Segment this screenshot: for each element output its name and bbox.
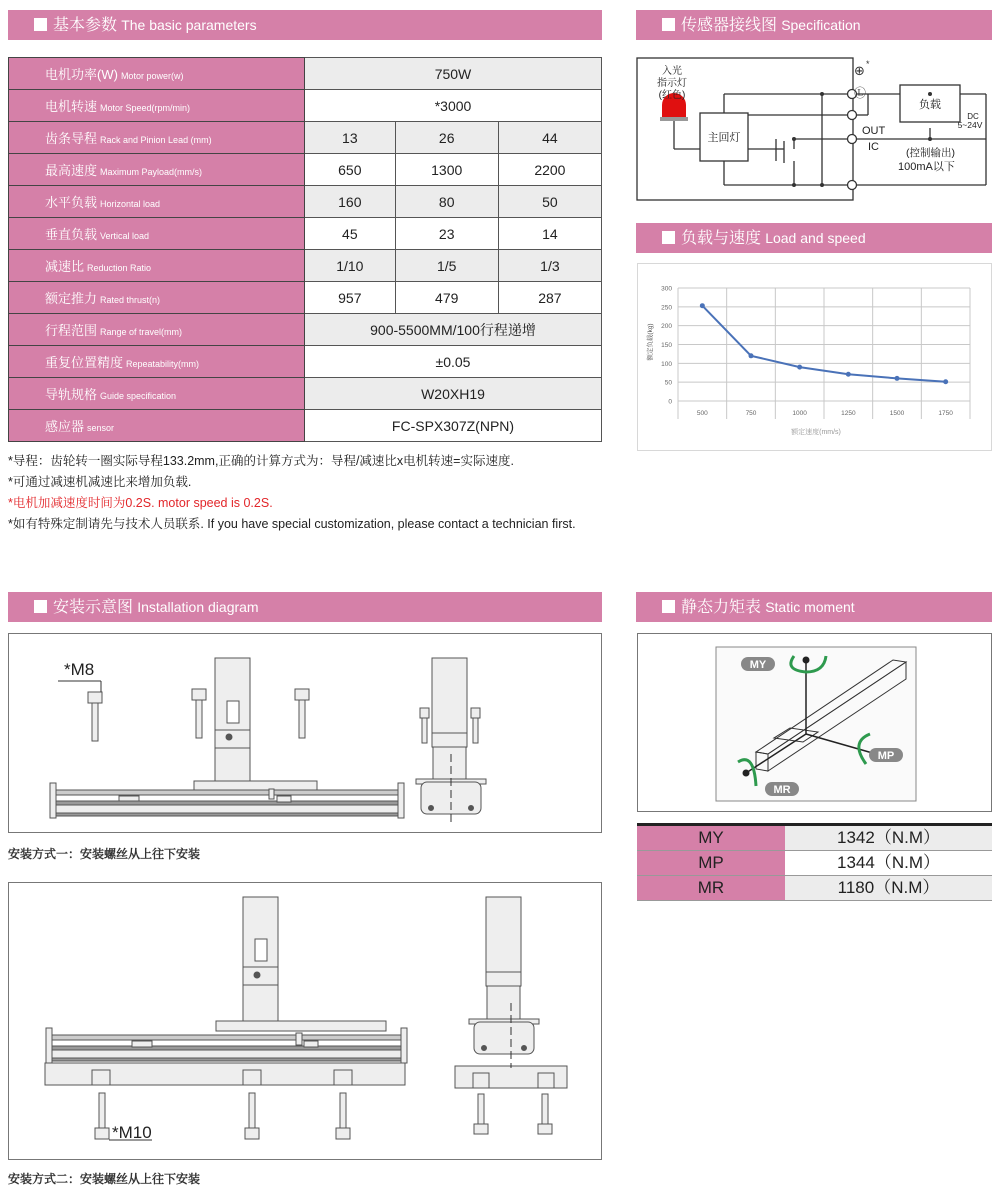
note-line: *如有特殊定制请先与技术人员联系. If you have special customization, please contact a technician first. <box>8 517 576 531</box>
parameter-label <box>9 282 305 314</box>
data-point <box>797 365 802 370</box>
x-tick-label: 750 <box>745 410 757 417</box>
header-zh: 安装示意图 <box>53 599 134 616</box>
x-tick-label: 1250 <box>841 410 856 417</box>
parameter-row <box>9 250 602 282</box>
parameter-label-zh: 行程范围 <box>45 323 98 338</box>
motor-front-2 <box>216 897 386 1031</box>
parameter-label <box>9 218 305 250</box>
parameter-label-en: Maximum Payload(mm/s) <box>100 167 203 177</box>
static-moment-header <box>636 592 992 622</box>
moment-row <box>637 851 992 876</box>
moment-value: 1344（N.M） <box>785 851 992 876</box>
parameter-label <box>9 122 305 154</box>
parameter-label-zh: 重复位置精度 <box>45 355 124 370</box>
parameter-label-zh: 额定推力 <box>45 291 98 306</box>
parameter-label <box>9 410 305 442</box>
parameter-value: 44 <box>498 122 601 154</box>
sensor-wiring-header <box>636 10 992 40</box>
parameter-value: 14 <box>498 218 601 250</box>
parameter-value: 23 <box>395 218 498 250</box>
parameter-row <box>9 90 602 122</box>
parameter-row <box>9 410 602 442</box>
parameter-label-en: Range of travel(mm) <box>100 327 183 337</box>
data-point <box>749 353 754 358</box>
moment-name: MY <box>637 825 785 851</box>
parameter-row <box>9 58 602 90</box>
note-line: *导程：齿轮转一圈实际导程133.2mm,正确的计算方式为：导程/减速比x电机转速=实际速度. <box>8 454 514 468</box>
y-tick-label: 50 <box>664 379 672 387</box>
data-point <box>895 376 900 381</box>
sensor-wiring-diagram <box>636 57 992 202</box>
parameter-label-zh: 垂直负载 <box>45 227 98 242</box>
parameter-row <box>9 218 602 250</box>
x-tick-label: 1000 <box>792 410 807 417</box>
header-zh: 基本参数 <box>53 17 118 34</box>
parameter-label-zh: 减速比 <box>45 259 85 274</box>
load-label: 负载 <box>919 99 941 111</box>
indicator-label-1: 入光 <box>662 66 682 77</box>
installation-caption-1: 安装方式一：安装螺丝从上往下安装 <box>8 847 201 861</box>
data-point <box>700 303 705 308</box>
current-label: 100mA以下 <box>898 161 955 173</box>
static-moment-table <box>637 823 992 901</box>
parameter-row <box>9 282 602 314</box>
y-tick-label: 100 <box>661 360 672 368</box>
header-zh: 传感器接线图 <box>681 17 778 34</box>
parameter-value: 1/10 <box>305 250 396 282</box>
mp-label: MP <box>877 750 895 762</box>
parameter-value: 650 <box>305 154 396 186</box>
header-en: The basic parameters <box>121 17 257 33</box>
parameter-value: 45 <box>305 218 396 250</box>
parameter-value: W20XH19 <box>305 378 602 410</box>
parameter-label-en: Rack and Pinion Lead (mm) <box>100 135 212 145</box>
x-tick-label: 1750 <box>938 410 953 417</box>
square-bullet-icon <box>662 18 675 31</box>
plus-mark: * <box>866 59 870 69</box>
parameter-label-zh: 电机功率(W) <box>45 67 118 82</box>
bolt-1 <box>88 692 102 741</box>
load-speed-chart <box>638 264 993 452</box>
parameter-value: FC-SPX307Z(NPN) <box>305 410 602 442</box>
parameter-label-en: Reduction Ratio <box>87 263 152 273</box>
plus-terminal-icon: ⊕ <box>854 63 865 78</box>
header-zh: 静态力矩表 <box>681 599 762 616</box>
installation-header <box>8 592 602 622</box>
y-tick-label: 300 <box>661 285 672 293</box>
parameter-label <box>9 250 305 282</box>
moment-name: MP <box>637 851 785 876</box>
parameter-value: 80 <box>395 186 498 218</box>
parameter-value: 1/3 <box>498 250 601 282</box>
parameter-value: 900-5500MM/100行程递增 <box>305 314 602 346</box>
parameter-label-en: Motor Speed(rpm/min) <box>100 103 191 113</box>
parameter-label <box>9 314 305 346</box>
data-point <box>943 379 948 384</box>
parameter-label <box>9 186 305 218</box>
x-tick-label: 500 <box>696 410 708 417</box>
basic-parameters-header <box>8 10 602 40</box>
moment-value: 1180（N.M） <box>785 876 992 901</box>
parameter-row <box>9 346 602 378</box>
my-label: MY <box>749 659 767 671</box>
moment-name: MR <box>637 876 785 901</box>
parameter-row <box>9 186 602 218</box>
square-bullet-icon <box>662 600 675 613</box>
load-speed-chart-frame <box>637 263 992 451</box>
parameter-value: ±0.05 <box>305 346 602 378</box>
parameter-label-en: Vertical load <box>100 231 150 241</box>
parameter-value: 1/5 <box>395 250 498 282</box>
y-axis-label: 额定负载(kg) <box>647 323 654 361</box>
out-label: OUT <box>862 125 886 137</box>
dc-label: DC <box>967 112 979 121</box>
indicator-label-3: (红色) <box>658 90 686 101</box>
parameter-label-zh: 最高速度 <box>45 163 98 178</box>
parameter-label <box>9 58 305 90</box>
parameter-label <box>9 90 305 122</box>
parameter-label-en: sensor <box>87 423 115 433</box>
parameter-value: 957 <box>305 282 396 314</box>
parameter-value: 287 <box>498 282 601 314</box>
data-point <box>846 372 851 377</box>
square-bullet-icon <box>34 600 47 613</box>
parameter-label-zh: 感应器 <box>45 419 85 434</box>
y-tick-label: 150 <box>661 342 672 349</box>
header-en: Load and speed <box>765 230 866 246</box>
note-line: *电机加减速度时间为0.2S. motor speed is 0.2S. <box>8 496 273 510</box>
parameter-value: 26 <box>395 122 498 154</box>
parameter-label-zh: 齿条导程 <box>45 131 98 146</box>
installation-diagram-1 <box>8 633 602 833</box>
parameter-label-en: Repeatability(mm) <box>126 359 200 369</box>
my-badge <box>741 657 775 671</box>
parameter-label-en: Rated thrust(n) <box>100 295 161 305</box>
parameter-value: 13 <box>305 122 396 154</box>
moment-row <box>637 876 992 901</box>
note-line: *可通过减速机减速比来增加负载. <box>8 475 192 489</box>
bolt-2 <box>192 689 206 738</box>
parameter-label <box>9 154 305 186</box>
moment-row <box>637 825 992 851</box>
bolt-m10-label: *M10 <box>112 1123 152 1142</box>
mp-badge <box>869 748 903 762</box>
indicator-label-2: 指示灯 <box>657 78 687 89</box>
y-tick-label: 0 <box>668 398 672 406</box>
parameter-value: *3000 <box>305 90 602 122</box>
parameter-label-zh: 水平负载 <box>45 195 98 210</box>
x-tick-label: 1500 <box>889 410 905 417</box>
header-en: Installation diagram <box>137 599 259 615</box>
voltage-label: 5~24V <box>957 120 983 130</box>
ic-label: IC <box>868 141 879 153</box>
load-speed-header <box>636 223 992 253</box>
parameter-value: 50 <box>498 186 601 218</box>
mr-label: MR <box>773 784 791 796</box>
parameter-value: 750W <box>305 58 602 90</box>
parameter-value: 1300 <box>395 154 498 186</box>
parameter-label-en: Motor power(w) <box>120 71 184 81</box>
mr-badge <box>765 782 799 796</box>
header-en: Static moment <box>765 599 855 615</box>
moment-value: 1342（N.M） <box>785 825 992 851</box>
parameter-label <box>9 346 305 378</box>
installation-diagram-2 <box>8 882 602 1160</box>
parameter-row <box>9 154 602 186</box>
parameter-row <box>9 378 602 410</box>
bolt-3 <box>295 689 309 738</box>
minus-terminal-icon: Ⓛ <box>854 86 867 100</box>
parameter-label-zh: 电机转速 <box>45 99 98 114</box>
mounting-base-2 <box>45 1063 405 1085</box>
parameter-row <box>9 122 602 154</box>
parameter-row <box>9 314 602 346</box>
parameter-label-en: Horizontal load <box>100 199 161 209</box>
control-output-label: (控制输出) <box>906 147 955 159</box>
header-en: Specification <box>781 17 861 33</box>
header-zh: 负载与速度 <box>681 230 762 247</box>
parameter-label-en: Guide specification <box>100 391 177 401</box>
static-moment-diagram <box>637 633 992 812</box>
y-tick-label: 200 <box>661 323 672 331</box>
bolt-m8-label: *M8 <box>64 660 95 679</box>
parameter-label <box>9 378 305 410</box>
main-circuit-label: 主回灯 <box>707 132 741 144</box>
parameter-label-zh: 导轨规格 <box>45 387 98 402</box>
square-bullet-icon <box>34 18 47 31</box>
x-axis-label: 额定速度(mm/s) <box>791 429 841 436</box>
installation-caption-2: 安装方式二：安装螺丝从上往下安装 <box>8 1172 201 1186</box>
y-tick-label: 250 <box>661 304 672 312</box>
square-bullet-icon <box>662 231 675 244</box>
parameter-value: 160 <box>305 186 396 218</box>
parameter-value: 479 <box>395 282 498 314</box>
parameter-value: 2200 <box>498 154 601 186</box>
actuator-rail-2 <box>46 1028 407 1063</box>
basic-parameters-table <box>8 57 602 442</box>
notes <box>8 451 576 535</box>
